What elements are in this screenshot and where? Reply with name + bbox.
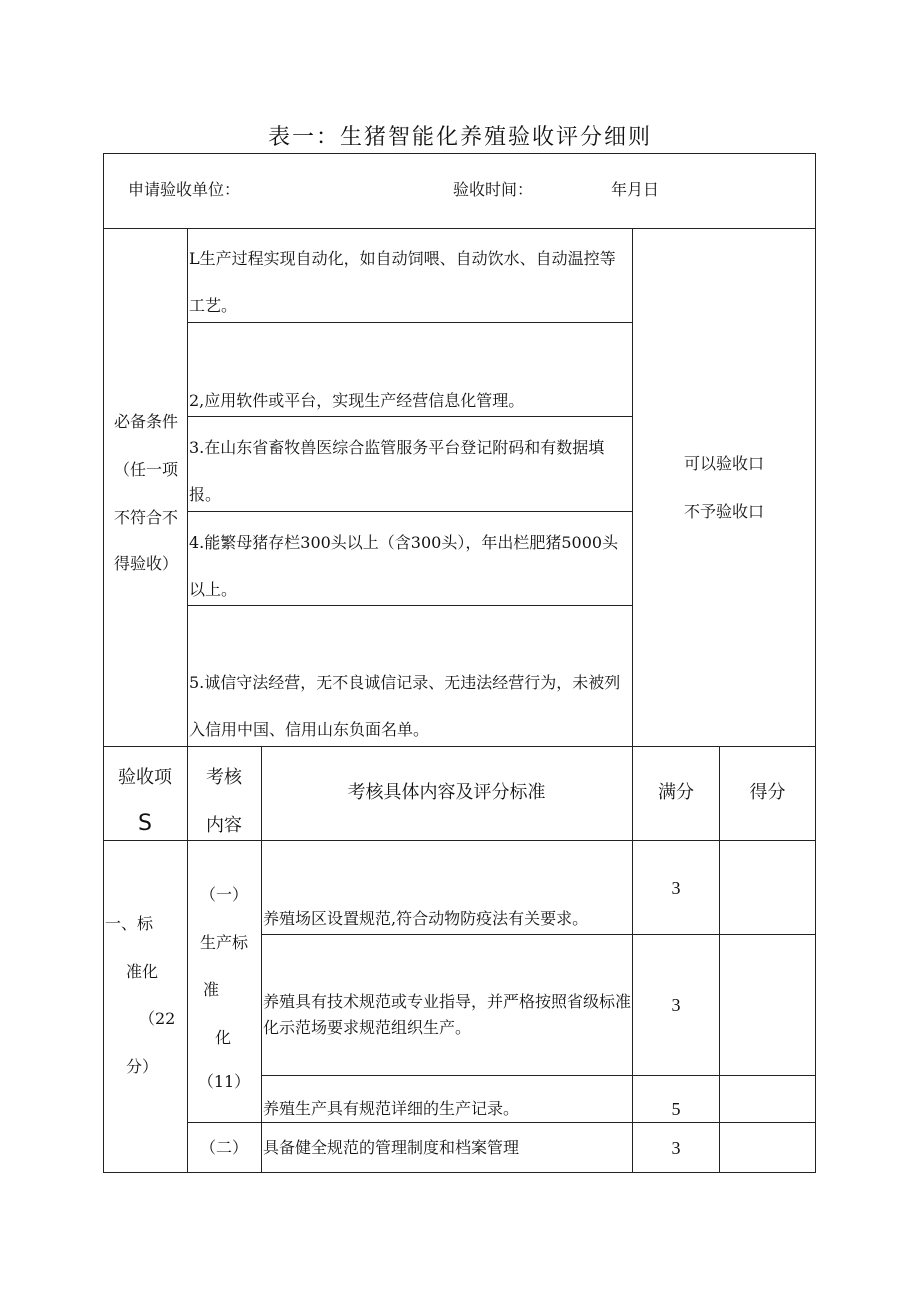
requirements-label-line-3: 不符合不 [113, 508, 178, 527]
column-header-item-suffix: S [138, 811, 152, 836]
applicant-unit-label: 申请验收单位： [128, 180, 241, 199]
row-1-standard: 养殖场区设置规范,符合动物防疫法有关要求。 [263, 909, 589, 928]
section1-label-line-2: 准化 [126, 962, 159, 981]
requirement-item-4: 4.能繁母猪存栏300头以上（含300头），年出栏肥猪5000头以上。 [189, 533, 619, 599]
row-2-standard: 养殖具有技术规范或专业指导，并严格按照省级标准化示范场要求规范组织生产。 [263, 992, 632, 1037]
inspection-time-label: 验收时间： [453, 180, 534, 199]
col-divider-standard-right [632, 228, 633, 1172]
page-title: 表一：生猪智能化养殖验收评分细则 [267, 125, 652, 150]
result-option-accept[interactable]: 可以验收口 [683, 454, 764, 473]
column-header-content-line-1: 考核 [206, 767, 242, 788]
table-border-top [103, 153, 816, 154]
row-2-full-score: 3 [671, 995, 681, 1015]
col-divider-score [719, 746, 720, 1172]
column-header-standard: 考核具体内容及评分标准 [347, 782, 546, 803]
section1-label-line-4: 分） [126, 1057, 159, 1076]
requirements-label-line-2: （任一项 [113, 460, 178, 479]
row-divider-1 [261, 934, 816, 935]
column-header-score: 得分 [749, 782, 786, 803]
table-border-bottom [103, 1172, 816, 1173]
requirement-item-2: 2,应用软件或平台，实现生产经营信息化管理。 [189, 391, 525, 410]
table-border-right [815, 153, 816, 1173]
sub2-label: （二） [199, 1138, 248, 1157]
row-divider-3 [187, 1122, 816, 1123]
column-header-bottom [103, 840, 816, 841]
inspection-date-label: 年月日 [611, 180, 660, 199]
column-header-full-score: 满分 [658, 782, 694, 803]
row-1-full-score: 3 [671, 878, 681, 898]
requirement-item-5: 5.诚信守法经营，无不良诚信记录、无违法经营行为，未被列入信用中国、信用山东负面名单。 [189, 673, 621, 739]
header-row-divider [103, 228, 816, 229]
col-divider-1 [187, 228, 188, 1172]
row-3-full-score: 5 [671, 1099, 681, 1119]
sub1-label-line-4: 化 [215, 1028, 232, 1047]
requirement-item-3: 3.在山东省畜牧兽医综合监管服务平台登记附码和有数据填报。 [189, 438, 605, 504]
requirements-label-line-1: 必备条件 [113, 412, 178, 431]
row-divider-2 [261, 1075, 816, 1076]
row-4-full-score: 3 [671, 1138, 681, 1158]
requirement-item-1: L生产过程实现自动化，如自动饲喂、自动饮水、自动温控等工艺。 [189, 249, 616, 315]
sub1-label-line-5: （11） [197, 1072, 251, 1091]
result-option-reject[interactable]: 不予验收口 [683, 502, 764, 521]
section1-label-line-3: （22 [139, 1009, 176, 1028]
section1-label-line-1: 一、标 [105, 914, 154, 933]
row-3-standard: 养殖生产具有规范详细的生产记录。 [263, 1099, 520, 1118]
scoring-table [103, 153, 816, 1173]
col-divider-2 [261, 746, 262, 1172]
sub1-label-line-1: （一） [199, 885, 248, 904]
row-4-standard: 具备健全规范的管理制度和档案管理 [263, 1138, 520, 1157]
requirements-label-line-4: 得验收） [113, 554, 178, 573]
table-border-left [103, 153, 104, 1173]
column-header-item: 验收项 [118, 767, 172, 788]
sub1-label-line-2: 生产标 [199, 933, 248, 952]
sub1-label-line-3: 准 [203, 980, 220, 999]
column-header-content-line-2: 内容 [206, 815, 242, 836]
